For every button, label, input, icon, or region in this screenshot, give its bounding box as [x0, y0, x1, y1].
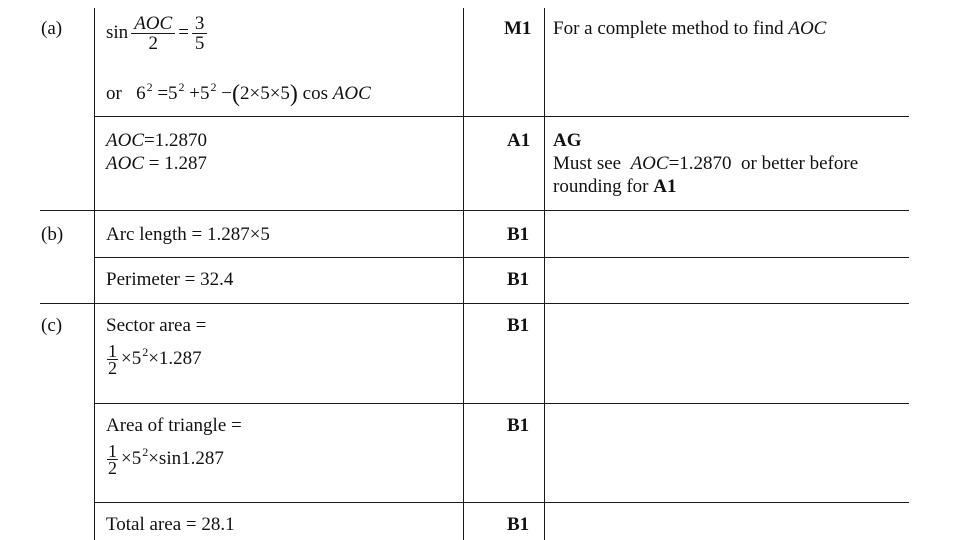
expression-part: ×sin1.287 — [148, 447, 224, 469]
mark-m1: M1 — [504, 18, 532, 39]
note-text: rounding for — [553, 176, 649, 197]
fraction-one-half — [107, 343, 118, 376]
exponent: 2 — [210, 80, 217, 94]
part-label-a: (a) — [41, 18, 63, 39]
minus-sign: − — [221, 83, 232, 104]
fraction-denominator: 2 — [108, 358, 117, 378]
grid-line — [40, 303, 909, 304]
note-variable: AOC — [788, 18, 827, 39]
note-value: =1.2870 — [668, 153, 732, 174]
sector-area-expression — [104, 343, 202, 376]
total-area-working: Total area = 28.1 — [106, 514, 235, 535]
triangle-area-title: Area of triangle = — [106, 415, 242, 436]
cosine-rule-equation — [106, 76, 371, 105]
fraction-numerator: AOC — [131, 14, 175, 34]
aoc-value: =1.2870 — [144, 130, 207, 151]
angle-aoc: AOC — [332, 83, 371, 104]
mark-b1: B1 — [507, 269, 530, 290]
sector-area-title: Sector area = — [106, 315, 207, 336]
cosine-lhs: 6 — [136, 83, 146, 104]
mark-b1: B1 — [507, 224, 530, 245]
right-paren: ) — [289, 81, 298, 107]
expression-part: ×5 — [121, 447, 142, 469]
angle-aoc: AOC — [106, 153, 144, 174]
equals-sign: = — [157, 83, 169, 104]
cosine-term: 5 — [168, 83, 178, 104]
guidance-note — [553, 18, 826, 40]
or-label: or — [106, 83, 122, 104]
fraction-aoc-over-2 — [131, 14, 175, 53]
exponent: 2 — [146, 80, 153, 94]
equals-sign: = — [178, 21, 189, 43]
mark-b1: B1 — [507, 514, 530, 535]
grid-line — [94, 502, 909, 503]
note-text: For a complete method to find — [553, 18, 784, 39]
grid-line — [463, 8, 464, 540]
note-variable: AOC — [630, 153, 669, 174]
note-ag: AG — [553, 130, 582, 151]
aoc-value: = 1.287 — [148, 153, 207, 174]
part-label-c: (c) — [41, 315, 63, 336]
sin-function: sin — [106, 21, 129, 43]
fraction-numerator: 1 — [108, 341, 117, 361]
mark-b1: B1 — [507, 315, 530, 336]
grid-line — [94, 8, 95, 540]
cosine-product: 2×5×5 — [239, 83, 290, 104]
part-label-b: (b) — [41, 224, 64, 245]
aoc-three-dp — [106, 153, 207, 175]
left-paren: ( — [231, 81, 240, 107]
note-mark-ref: A1 — [653, 176, 677, 197]
note-text: Must see — [553, 153, 622, 174]
expression-part: ×5 — [121, 347, 142, 369]
cosine-term: 5 — [200, 83, 210, 104]
note-text: or better before — [741, 153, 859, 174]
fraction-denominator: 2 — [108, 458, 117, 478]
guidance-note — [553, 153, 858, 175]
fraction-denominator: 2 — [148, 33, 158, 54]
mark-b1: B1 — [507, 415, 530, 436]
sine-equation — [106, 14, 210, 53]
fraction-denominator: 5 — [194, 33, 205, 54]
exponent: 2 — [178, 80, 185, 94]
grid-line — [544, 8, 545, 540]
fraction-numerator: 3 — [192, 14, 208, 34]
aoc-four-dp — [106, 130, 207, 152]
cos-function: cos — [302, 83, 328, 104]
fraction-numerator: 1 — [108, 441, 117, 461]
grid-line — [40, 210, 909, 211]
plus-sign: + — [189, 83, 201, 104]
perimeter-working: Perimeter = 32.4 — [106, 269, 234, 290]
exponent: 2 — [142, 444, 149, 459]
fraction-3-over-5 — [192, 14, 208, 53]
triangle-area-expression — [104, 443, 224, 476]
angle-aoc: AOC — [106, 130, 144, 151]
arc-length-working: Arc length = 1.287×5 — [106, 224, 270, 245]
fraction-one-half — [107, 443, 118, 476]
exponent: 2 — [142, 344, 149, 359]
grid-line — [94, 116, 909, 117]
grid-line — [94, 403, 909, 404]
grid-line — [94, 257, 909, 258]
mark-a1: A1 — [507, 130, 531, 151]
expression-part: ×1.287 — [148, 347, 202, 369]
guidance-note — [553, 176, 677, 198]
